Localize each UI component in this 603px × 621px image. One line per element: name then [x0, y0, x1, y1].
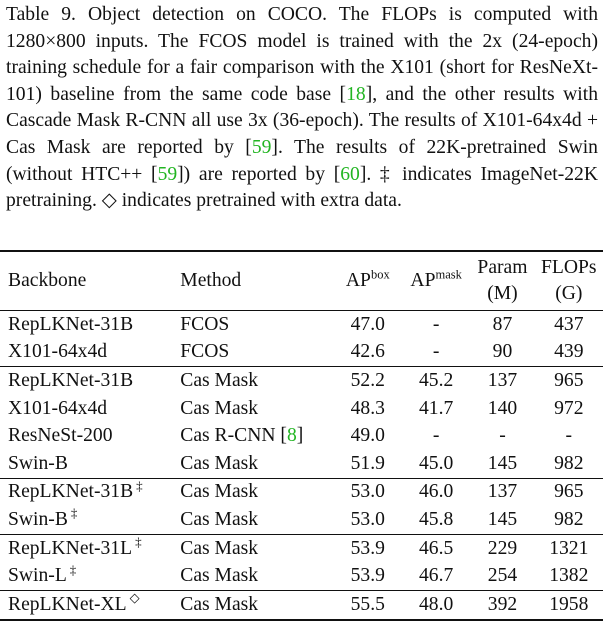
- backbone-name: Swin-B: [8, 508, 68, 530]
- backbone-name: ResNeSt-200: [8, 425, 113, 447]
- cell-backbone: [0, 478, 180, 506]
- backbone-name: RepLKNet-31B: [8, 313, 134, 335]
- citation-link[interactable]: 18: [346, 83, 366, 105]
- cell-backbone: [0, 422, 180, 450]
- table-row: [0, 339, 603, 367]
- diamond-marker: ◇: [129, 590, 140, 606]
- header-param-line2: (M): [487, 283, 518, 304]
- method-name: FCOS: [180, 341, 230, 363]
- header-ap-box-sup: box: [370, 267, 390, 282]
- cell-apbox: 53.0: [350, 481, 385, 503]
- header-ap-mask-sup: mask: [435, 267, 462, 282]
- method-name: Cas Mask: [180, 508, 259, 530]
- caption-text: ]. ‡ indicates ImageNet-22K pretraining. ◇ indicates pretrained with extra data.: [6, 163, 598, 212]
- cell-flops: 965: [554, 369, 584, 391]
- cell-backbone: [0, 506, 180, 534]
- citation-bracket: ]: [296, 425, 304, 447]
- cell-param: 145: [487, 452, 518, 474]
- header-row: [0, 251, 603, 311]
- table-header: [0, 251, 603, 311]
- cell-param: 90: [492, 341, 513, 363]
- cell-method: [180, 395, 333, 423]
- header-backbone: Backbone: [8, 270, 87, 291]
- cell-param: 87: [492, 313, 513, 335]
- cell-apbox: 52.2: [350, 369, 385, 391]
- cell-apbox: 47.0: [350, 313, 385, 335]
- header-method: Method: [180, 270, 242, 291]
- cell-apmask: 46.0: [419, 481, 454, 503]
- table-row: [0, 562, 603, 590]
- header-param: [470, 251, 534, 311]
- double-dagger-marker: ‡: [135, 534, 142, 550]
- cell-flops: -: [565, 425, 573, 447]
- method-name: Cas Mask: [180, 369, 259, 391]
- cell-method: [180, 590, 333, 619]
- table-row: [0, 367, 603, 395]
- cell-apbox: 51.9: [350, 452, 385, 474]
- method-name: Cas Mask: [180, 481, 259, 503]
- table-row: [0, 450, 603, 478]
- cell-param: -: [499, 425, 506, 447]
- cell-flops: 972: [554, 397, 584, 419]
- header-flops-line2: (G): [555, 283, 583, 304]
- method-name: Cas R-CNN [: [180, 425, 287, 447]
- table-row: [0, 478, 603, 506]
- cell-backbone: [0, 450, 180, 478]
- table-row: [0, 395, 603, 423]
- method-name: Cas Mask: [180, 397, 259, 419]
- method-name: Cas Mask: [180, 452, 259, 474]
- cell-flops: 982: [554, 452, 584, 474]
- method-name: FCOS: [180, 313, 230, 335]
- cell-flops: 982: [554, 508, 584, 530]
- header-ap-mask-base: AP: [410, 270, 436, 291]
- table-body: [0, 311, 603, 620]
- header-ap-mask: [402, 251, 470, 311]
- backbone-name: X101-64x4d: [8, 397, 108, 419]
- header-flops-line1: FLOPs: [541, 257, 597, 278]
- cell-backbone: [0, 311, 180, 339]
- cell-apbox: 53.9: [350, 565, 385, 587]
- cell-apmask: -: [432, 313, 440, 335]
- cell-method: [180, 311, 333, 339]
- cell-method: [180, 422, 333, 450]
- citation-link[interactable]: 59: [157, 163, 178, 185]
- backbone-name: Swin-L: [8, 565, 67, 587]
- backbone-name: RepLKNet-31B: [8, 369, 134, 391]
- cell-param: 137: [487, 481, 518, 503]
- cell-apmask: 48.0: [419, 593, 454, 615]
- table-row: [0, 534, 603, 562]
- cell-apmask: 46.7: [419, 565, 454, 587]
- cell-method: [180, 534, 333, 562]
- cell-apbox: 53.0: [350, 508, 385, 530]
- caption-text: ]. The results of 22K-pretrained Swin (without HTC++ [: [6, 136, 598, 185]
- table-row: [0, 590, 603, 619]
- double-dagger-marker: ‡: [70, 505, 78, 521]
- cell-method: [180, 506, 333, 534]
- cell-flops: 1958: [549, 593, 589, 615]
- cell-method: [180, 478, 333, 506]
- cell-method: [180, 367, 333, 395]
- backbone-name: RepLKNet-31B: [8, 481, 134, 503]
- cell-backbone: [0, 339, 180, 367]
- cell-method: [180, 339, 333, 367]
- results-table: [0, 250, 603, 621]
- cell-apmask: 45.8: [419, 508, 454, 530]
- header-flops: [535, 251, 603, 311]
- double-dagger-marker: ‡: [136, 477, 143, 493]
- backbone-name: RepLKNet-31L: [8, 537, 133, 559]
- cell-apmask: 46.5: [419, 537, 454, 559]
- header-ap-box: [334, 251, 402, 311]
- cell-apbox: 49.0: [350, 425, 385, 447]
- header-param-line1: Param: [477, 257, 528, 278]
- cell-flops: 437: [554, 313, 584, 335]
- cell-apmask: 45.0: [419, 452, 454, 474]
- method-name: Cas Mask: [180, 593, 259, 615]
- cell-param: 392: [487, 593, 518, 615]
- method-name: Cas Mask: [180, 565, 259, 587]
- cell-param: 137: [487, 369, 518, 391]
- cell-apbox: 42.6: [350, 341, 385, 363]
- cell-apbox: 55.5: [350, 593, 385, 615]
- cell-apmask: 41.7: [419, 397, 454, 419]
- cell-apmask: -: [432, 425, 440, 447]
- table-row: [0, 311, 603, 339]
- caption-text: ], and the other results with Cascade Mask R-CNN all use 3x (36-epoch). The results of X101-64x4d + Cas Mask are reported by [: [6, 83, 598, 158]
- cell-flops: 965: [554, 481, 584, 503]
- citation-link[interactable]: 60: [340, 163, 360, 185]
- backbone-name: Swin-B: [8, 452, 68, 474]
- cell-flops: 1382: [549, 565, 589, 587]
- cell-flops: 439: [554, 341, 584, 363]
- cell-flops: 1321: [549, 537, 589, 559]
- method-name: Cas Mask: [180, 537, 259, 559]
- header-ap-box-base: AP: [345, 270, 371, 291]
- backbone-name: RepLKNet-XL: [8, 593, 127, 615]
- cell-backbone: [0, 534, 180, 562]
- cell-apmask: 45.2: [419, 369, 454, 391]
- table-row: [0, 506, 603, 534]
- cell-method: [180, 562, 333, 590]
- caption-text: Table 9. Object detection on COCO. The FLOPs is computed with 1280×800 inputs. The FCOS model is trained with the 2x (24-epoch) training schedule for a fair comparison with the X101 (short for ResNeXt-101) baseline from the same code base [: [6, 4, 598, 105]
- cell-param: 140: [487, 397, 518, 419]
- cell-backbone: [0, 590, 180, 619]
- citation-link[interactable]: 59: [251, 136, 272, 158]
- cell-apbox: 53.9: [350, 537, 385, 559]
- cell-apbox: 48.3: [350, 397, 385, 419]
- double-dagger-marker: ‡: [69, 561, 77, 577]
- cell-param: 145: [487, 508, 518, 530]
- table-row: [0, 422, 603, 450]
- table-caption: [6, 2, 598, 215]
- cell-param: 229: [487, 537, 518, 559]
- cell-backbone: [0, 367, 180, 395]
- citation-link[interactable]: 8: [286, 425, 297, 447]
- cell-param: 254: [487, 565, 518, 587]
- cell-apmask: -: [432, 341, 440, 363]
- caption-text: ]) are reported by [: [177, 163, 341, 185]
- cell-backbone: [0, 562, 180, 590]
- cell-method: [180, 450, 333, 478]
- backbone-name: X101-64x4d: [8, 341, 108, 363]
- cell-backbone: [0, 395, 180, 423]
